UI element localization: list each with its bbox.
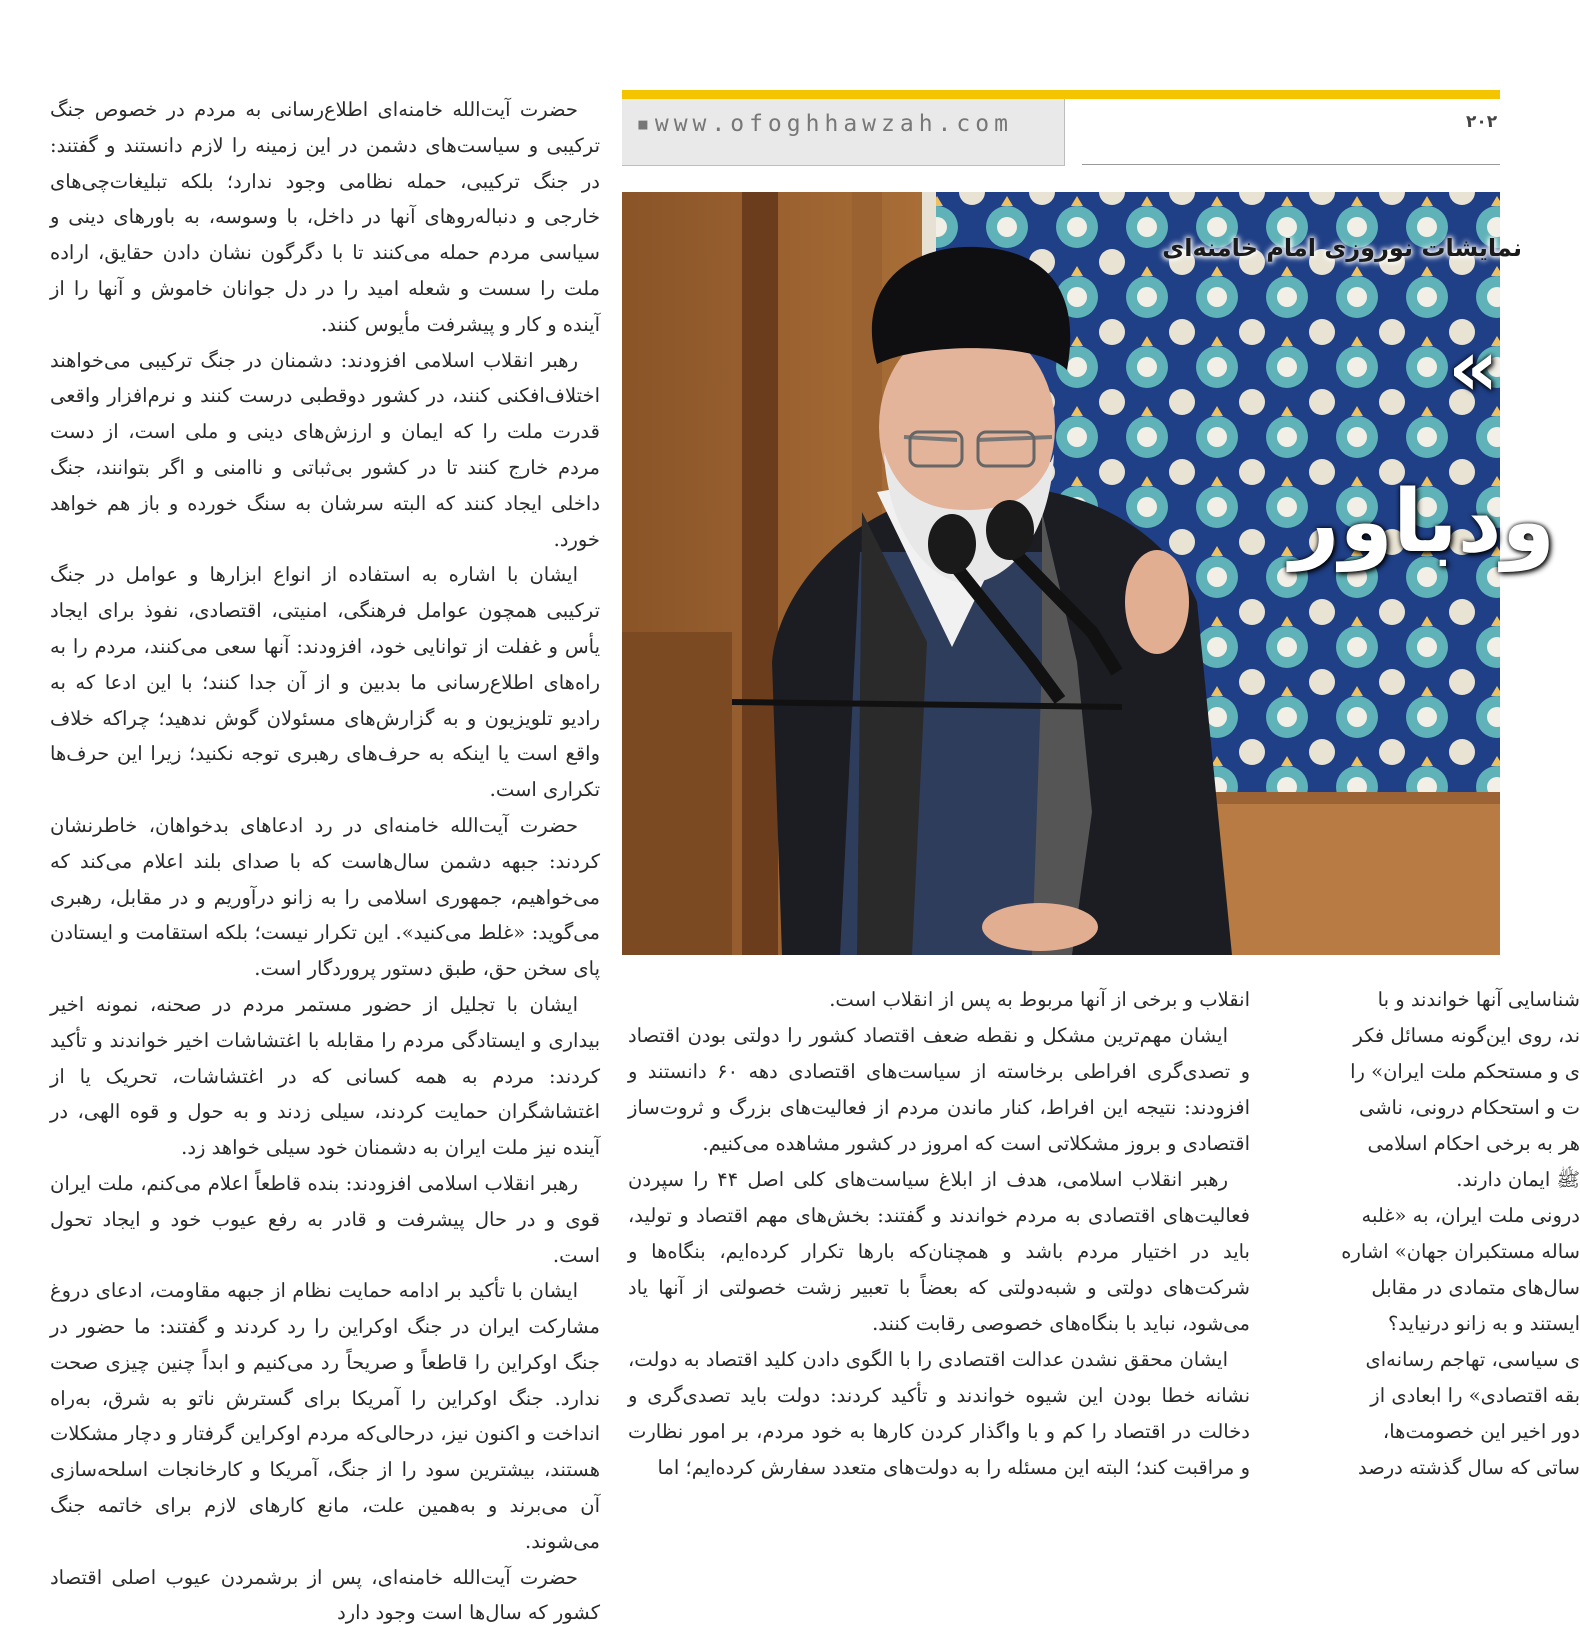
article-column-left (50, 92, 600, 1631)
article-line: ساتی که سال گذشته درصد (1357, 1456, 1580, 1479)
article-line: ی سیاسی، تهاجم رسانه‌ای (1365, 1348, 1580, 1371)
article-line: شناسایی آنها خواندند و با (1377, 988, 1580, 1011)
article-paragraph: ایشان با اشاره به استفاده از انواع ابزارها و عوامل در جنگ ترکیبی همچون عوامل فرهنگی، امنیتی، اقتصادی، نفوذ برای ایجاد یأس و غفلت از توانایی خود، افزودند: آنها سعی می‌کنند، مردم را به راه‌های اطلاع‌رسانی ما بدبین و از آن جدا کنند؛ با این ادعا که به رادیو تلویزیون و به گزارش‌های مسئولان گوش ندهید؛ چراکه خلاف واقع است یا اینکه به حرف‌های رهبری توجه نکنید؛ زیرا این حرف‌ها تکراری است. (50, 563, 600, 802)
article-paragraph: رهبر انقلاب اسلامی افزودند: دشمنان در جنگ ترکیبی می‌خواهند اختلاف‌افکنی کنند، در کشور دوقطبی درست کنند و نرم‌افزار واقعی قدرت ملت را که ایمان و ارزش‌های دینی و ملی است، از دست مردم خارج کنند تا در کشور بی‌ثباتی و ناامنی و اگر بتوانند، جنگ داخلی ایجاد کنند که البته سرشان به سنگ خورده و باز هم خواهد خورد. (50, 348, 600, 551)
article-line: ساله مستکبران جهان» اشاره (1341, 1240, 1580, 1263)
article-line: هر به برخی احکام اسلامی (1367, 1132, 1580, 1155)
article-line: ی و مستحکم ملت ایران» را (1350, 1060, 1580, 1083)
article-column-right-cropped (1280, 982, 1580, 1486)
header-accent-bar (622, 90, 1500, 99)
article-paragraph: ایشان مهم‌ترین مشکل و نقطه ضعف اقتصاد کشور را دولتی بودن اقتصاد و تصدی‌گری افراطی برخاسته از سیاست‌های اقتصادی دهه ۶۰ دانستند و افزودند: نتیجه این افراط، کنار ماندن مردم از فعالیت‌های بزرگ و ثروت‌ساز اقتصادی و بروز مشکلاتی است که امروز در کشور مشاهده می‌کنیم. (628, 1024, 1250, 1155)
article-paragraph: ایشان با تجلیل از حضور مستمر مردم در صحنه، نمونه اخیر بیداری و ایستادگی مردم را مقابله با اغتشاشات اخیر خواندند و تأکید کردند: مردم به همه کسانی که در اغتشاشات، تحریک یا از اغتشاشگران حمایت کردند، سیلی زدند و به حول و قوه الهی، در آینده نیز ملت ایران به دشمنان خود سیلی خواهد زد. (50, 992, 600, 1160)
article-paragraph: انقلاب و برخی از آنها مربوط به پس از انقلاب است. (829, 988, 1250, 1011)
article-paragraph: حضرت آیت‌الله خامنه‌ای، پس از برشمردن عیوب اصلی اقتصاد کشور که سال‌ها است وجود دارد (50, 1565, 600, 1625)
article-paragraph: ایشان محقق نشدن عدالت اقتصادی را با الگوی دادن کلید اقتصاد به دولت، نشانه خطا بودن این شیوه خواندند و تأکید کردند: دولت باید تصدی‌گری و دخالت در اقتصاد را کم و با واگذار کردن کارها به خود مردم، بر امور نظارت و مراقبت کند؛ البته این مسئله را به دولت‌های متعدد سفارش کرده‌ایم؛ اما (628, 1348, 1250, 1479)
article-line: درونی ملت ایران، به «غلبه (1361, 1204, 1580, 1227)
website-url[interactable]: ▪www.ofoghhawzah.com (636, 111, 1013, 137)
article-paragraph: رهبر انقلاب اسلامی افزودند: بنده قاطعاً اعلام می‌کنم، ملت ایران قوی و در حال پیشرفت و قادر به رفع عیوب خود و ایجاد تحول است. (50, 1171, 600, 1267)
article-paragraph: حضرت آیت‌الله خامنه‌ای در رد ادعاهای بدخواهان، خاطرنشان کردند: جبهه دشمن سال‌هاست که با صدای بلند اعلام می‌کند که می‌خواهیم، جمهوری اسلامی را به زانو درآوریم و در مقابل، رهبری می‌گوید: «غلط می‌کنید». این تکرار نیست؛ بلکه استقامت و ایستادن پای سخن حق، طبق دستور پروردگار است. (50, 813, 600, 981)
article-line: سال‌های متمادی در مقابل (1371, 1276, 1580, 1299)
article-line: ت و استحکام درونی، ناشی (1358, 1096, 1580, 1119)
photo-kicker: نمایشات نوروزی امام خامنه‌ای (1162, 234, 1522, 262)
article-line: ﷺ ایمان دارند. (1456, 1168, 1580, 1191)
article-paragraph: حضرت آیت‌الله خامنه‌ای اطلاع‌رسانی به مردم در خصوص جنگ ترکیبی و سیاست‌های دشمن در این زمینه را لازم دانستند و گفتند: در جنگ ترکیبی، حمله نظامی وجود ندارد؛ بلکه تبلیغات‌چی‌های خارجی و دنباله‌روهای آنها در داخل، با وسوسه، به باورهای دینی و سیاسی مردم حمله می‌کنند تا با دگرگون نشان دادن حقایق، اراده ملت را سست و شعله امید را در دل جوانان خاموش و آنها را از آینده و کار و پیشرفت مأیوس کنند. (50, 98, 600, 336)
speaker-photo-illustration (622, 192, 1500, 955)
article-line: دور اخیر این خصومت‌ها، (1382, 1420, 1580, 1443)
article-line: بقه اقتصادی» را ابعادی از (1370, 1384, 1580, 1407)
article-paragraph: رهبر انقلاب اسلامی، هدف از ابلاغ سیاست‌های کلی اصل ۴۴ را سپردن فعالیت‌های اقتصادی به مردم خواندند و گفتند: بخش‌های مهم اقتصاد و تولید، باید در اختیار مردم باشد و همچنان‌که بارها تکرار کرده‌ایم، بنگاه‌ها و شرکت‌های دولتی و شبه‌دولتی که بعضاً با تعبیر زشت خصولتی از آنها یاد می‌شود، نباید با بنگاه‌های خصوصی رقابت کنند. (628, 1168, 1250, 1335)
article-line: ایستند و به زانو درنیاید؟ (1387, 1312, 1580, 1335)
issue-date: ۲۰۲ (1466, 112, 1498, 132)
website-banner (622, 99, 1065, 166)
photo-headline-line-1: » (1448, 324, 1499, 414)
article-column-middle (628, 982, 1250, 1486)
feature-photo (622, 192, 1556, 955)
header-divider (1082, 164, 1500, 165)
photo-headline-line-2: ودباور (1290, 472, 1556, 572)
article-paragraph: ایشان با تأکید بر ادامه حمایت نظام از جبهه مقاومت، ادعای دروغ مشارکت ایران در جنگ اوکراین را رد کردند و گفتند: ما حضور در جنگ اوکراین را قاطعاً و صریحاً رد می‌کنیم و ابداً چنین چیزی صحت ندارد. جنگ اوکراین را آمریکا برای گسترش ناتو به شرق، به‌راه انداخت و اکنون نیز، درحالی‌که مردم اوکراین گرفتار و دچار مشکلات هستند، بیشترین سود را از جنگ، آمریکا و کارخانجات اسلحه‌سازی آن می‌برند و به‌همین علت، مانع کارهای لازم برای خاتمه جنگ می‌شوند. (50, 1279, 600, 1553)
article-line: ند، روی این‌گونه مسائل فکر (1353, 1024, 1580, 1047)
